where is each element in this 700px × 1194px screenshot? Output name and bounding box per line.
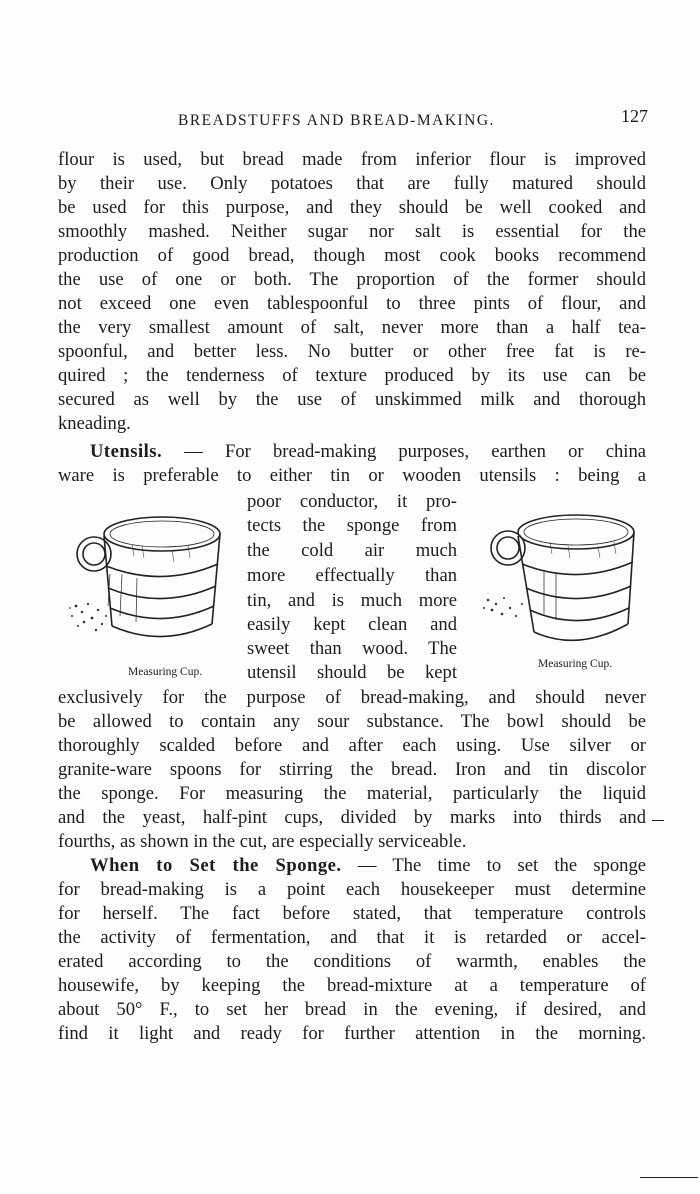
- text-line: tin, and is much more: [247, 590, 457, 611]
- text-line: granite-ware spoons for stirring the bread. Iron and tin discolor: [58, 759, 646, 780]
- text-line: for herself. The fact before stated, that temperature controls: [58, 903, 646, 924]
- text-line: the activity of fermentation, and that it is retarded or accel-: [58, 927, 646, 948]
- measuring-cup-illustration: [478, 508, 648, 656]
- text-line: erated according to the conditions of warmth, enables the: [58, 951, 646, 972]
- text-line: [90, 854, 646, 878]
- text-line: and the yeast, half-pint cups, divided by marks into thirds and: [58, 807, 646, 828]
- text-line: not exceed one even tablespoonful to three pints of flour, and: [58, 293, 646, 314]
- text-line: exclusively for the purpose of bread-making, and should never: [58, 687, 646, 708]
- text-line: tects the sponge from: [247, 515, 457, 536]
- heading-run-on: — For bread-making purposes, earthen or china: [162, 441, 646, 462]
- text-line: be used for this purpose, and they should be well cooked and: [58, 197, 646, 218]
- measuring-cup-illustration: [62, 506, 237, 656]
- text-line: secured as well by the use of unskimmed milk and thorough: [58, 389, 646, 410]
- text-line: by their use. Only potatoes that are fully matured should: [58, 173, 646, 194]
- text-line: fourths, as shown in the cut, are especially serviceable.: [58, 831, 467, 852]
- text-line: spoonful, and better less. No butter or other free fat is re-: [58, 341, 646, 362]
- text-line: the very smallest amount of salt, never more than a half tea-: [58, 317, 646, 338]
- text-line: utensil should be kept: [247, 662, 457, 683]
- text-line: more effectually than: [247, 565, 457, 586]
- text-line: the use of one or both. The proportion of the former should: [58, 269, 646, 290]
- text-line: smoothly mashed. Neither sugar nor salt is essential for the: [58, 221, 646, 242]
- running-title: BREADSTUFFS AND BREAD-MAKING.: [178, 112, 495, 129]
- text-line: thoroughly scalded before and after each using. Use silver or: [58, 735, 646, 756]
- text-line: find it light and ready for further attention in the morning.: [58, 1023, 646, 1044]
- text-line: [90, 440, 646, 464]
- heading-run-on: — The time to set the sponge: [341, 855, 646, 876]
- text-line: housewife, by keeping the bread-mixture at a temperature of: [58, 975, 646, 996]
- text-line: quired ; the tenderness of texture produced by its use can be: [58, 365, 646, 386]
- margin-mark: [652, 820, 664, 821]
- text-line: the cold air much: [247, 540, 457, 561]
- page-header: [178, 106, 648, 136]
- text-line: ware is preferable to either tin or wooden utensils : being a: [58, 465, 646, 486]
- section-heading: Utensils.: [90, 441, 163, 462]
- section-heading: When to Set the Sponge.: [90, 855, 342, 876]
- page-number: 127: [621, 106, 648, 126]
- text-line: flour is used, but bread made from inferior flour is improved: [58, 149, 646, 170]
- text-line: production of good bread, though most cook books recommend: [58, 245, 646, 266]
- text-line: for bread-making is a point each housekeeper must determine: [58, 879, 646, 900]
- bottom-rule: [640, 1177, 698, 1178]
- text-line: about 50° F., to set her bread in the evening, if desired, and: [58, 999, 646, 1020]
- text-line: easily kept clean and: [247, 614, 457, 635]
- text-line: be allowed to contain any sour substance. The bowl should be: [58, 711, 646, 732]
- figure-caption: Measuring Cup.: [128, 666, 203, 678]
- text-line: the sponge. For measuring the material, particularly the liquid: [58, 783, 646, 804]
- text-line: poor conductor, it pro-: [247, 491, 457, 512]
- text-line: sweet than wood. The: [247, 638, 457, 659]
- figure-caption: Measuring Cup.: [538, 658, 613, 670]
- text-line: kneading.: [58, 413, 131, 434]
